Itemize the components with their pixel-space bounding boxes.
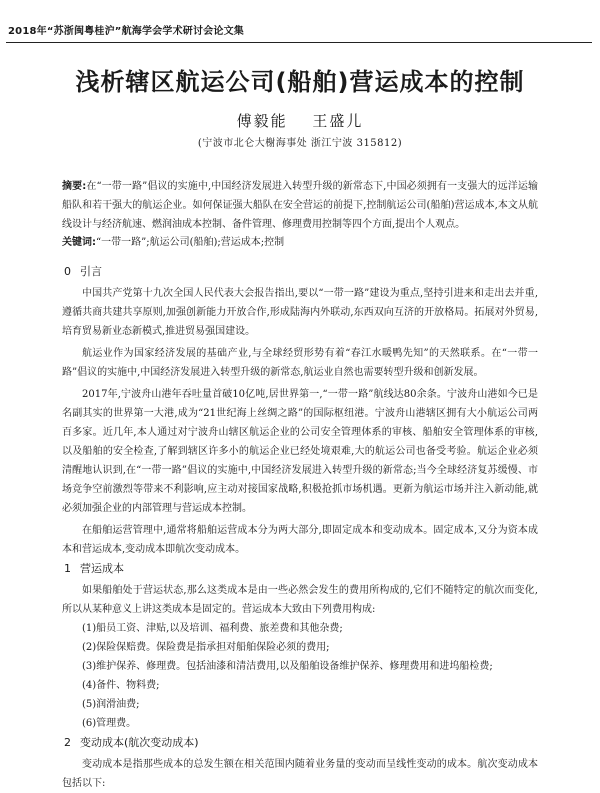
running-header: 2018年“苏浙闽粤桂沪”航海学会学术研讨会论文集 bbox=[8, 26, 244, 37]
paragraph: 变动成本是指那些成本的总发生额在相关范围内随着业务量的变动而呈线性变动的成本。航次变动成本包括以下: bbox=[62, 759, 538, 789]
abstract-label: 摘要: bbox=[62, 181, 87, 192]
body-text bbox=[62, 262, 538, 793]
paper-title: 浅析辖区航运公司(船舶)营运成本的控制 bbox=[75, 68, 525, 96]
list-item: (4)备件、物料费; bbox=[82, 680, 160, 691]
abstract bbox=[62, 177, 538, 234]
list-item: (6)管理费。 bbox=[82, 718, 137, 729]
paragraph: 如果船舶处于营运状态,那么这类成本是由一些必然会发生的费用所构成的,它们不随特定的航次而变化,所以从某种意义上讲这类成本是固定的。营运成本大致由下列费用构成: bbox=[62, 585, 538, 615]
section-number: 1 bbox=[64, 562, 71, 575]
paragraph: 航运业作为国家经济发展的基础产业,与全球经贸形势有着“春江水暖鸭先知”的天然联系。在“一带一路”倡议的实施中,中国经济发展进入转型升级的新常态,航运业自然也需要转型升级和创新发展。 bbox=[62, 348, 538, 378]
list-item: (3)维护保养、修理费。包括油漆和清洁费用,以及船舶设备维护保养、修理费用和进坞船检费; bbox=[82, 661, 493, 672]
list-item: (2)保险保赔费。保险费是指承担对船舶保险必须的费用; bbox=[82, 642, 330, 653]
header-rule bbox=[6, 42, 592, 43]
paragraph: 在船舶运营管理中,通常将船舶运营成本分为两大部分,即固定成本和变动成本。固定成本,又分为资本成本和营运成本,变动成本即航次变动成本。 bbox=[62, 525, 538, 555]
keywords-text: “一带一路”;航运公司(船舶);营运成本;控制 bbox=[96, 237, 285, 248]
keywords-label: 关键词: bbox=[62, 237, 96, 248]
list-item: (1)船员工资、津贴,以及培训、福利费、旅差费和其他杂费; bbox=[82, 623, 343, 634]
affiliation: (宁波市北仑大榭海事处 浙江宁波 315812) bbox=[197, 138, 403, 149]
authors: 傅毅能 王盛儿 bbox=[236, 112, 364, 130]
section-heading-1 bbox=[62, 559, 538, 578]
section-title: 营运成本 bbox=[80, 562, 124, 575]
paragraph: 2017年,宁波舟山港年吞吐量首破10亿吨,居世界第一,“一带一路”航线达80余条。宁波舟山港如今已是名副其实的世界第一大港,成为“21世纪海上丝绸之路”的国际枢纽港。宁波舟山港辖区拥有大小航运公司两百多家。近几年,本人通过对宁波舟山辖区航运企业的公司安全管理体系的审核、船舶安全管理体系的审核,以及船舶的安全检查,了解到辖区许多小的航运企业已经处境艰难,大的航运公司也备受考验。航运企业必须清醒地认识到,在“一带一路”倡议的实施中,中国经济发展进入转型升级的新常态;当今全球经济复苏缓慢、市场竞争空前激烈等带来不利影响,应主动对接国家战略,积极抢抓市场机遇。更新为航运市场并注入新动能,就必须加强企业的内部管理与营运成本控制。 bbox=[62, 389, 538, 514]
abstract-text: 在“一带一路”倡议的实施中,中国经济发展进入转型升级的新常态下,中国必须拥有一支强大的远洋运输船队和若干强大的航运企业。如何保证强大船队在安全营运的前提下,控制航运公司(船舶)营运成本,本文从航线设计与经济航速、燃润油成本控制、备件管理、修理费用控制等四个方面,提出个人观点。 bbox=[62, 181, 539, 230]
keywords bbox=[62, 233, 538, 252]
section-title: 引言 bbox=[80, 265, 102, 278]
list-item: (5)润滑油费; bbox=[82, 699, 140, 710]
section-title: 变动成本(航次变动成本) bbox=[80, 736, 199, 749]
paragraph: 中国共产党第十九次全国人民代表大会报告指出,要以“一带一路”建设为重点,坚持引进来和走出去并重,遵循共商共建共享原则,加强创新能力开放合作,形成陆海内外联动,东西双向互济的开放格局。拓展对外贸易,培育贸易新业态新模式,推进贸易强国建设。 bbox=[62, 288, 538, 337]
section-heading-intro bbox=[62, 262, 538, 281]
section-heading-2 bbox=[62, 733, 538, 752]
section-number: 2 bbox=[64, 736, 71, 749]
section-number: 0 bbox=[64, 265, 71, 278]
